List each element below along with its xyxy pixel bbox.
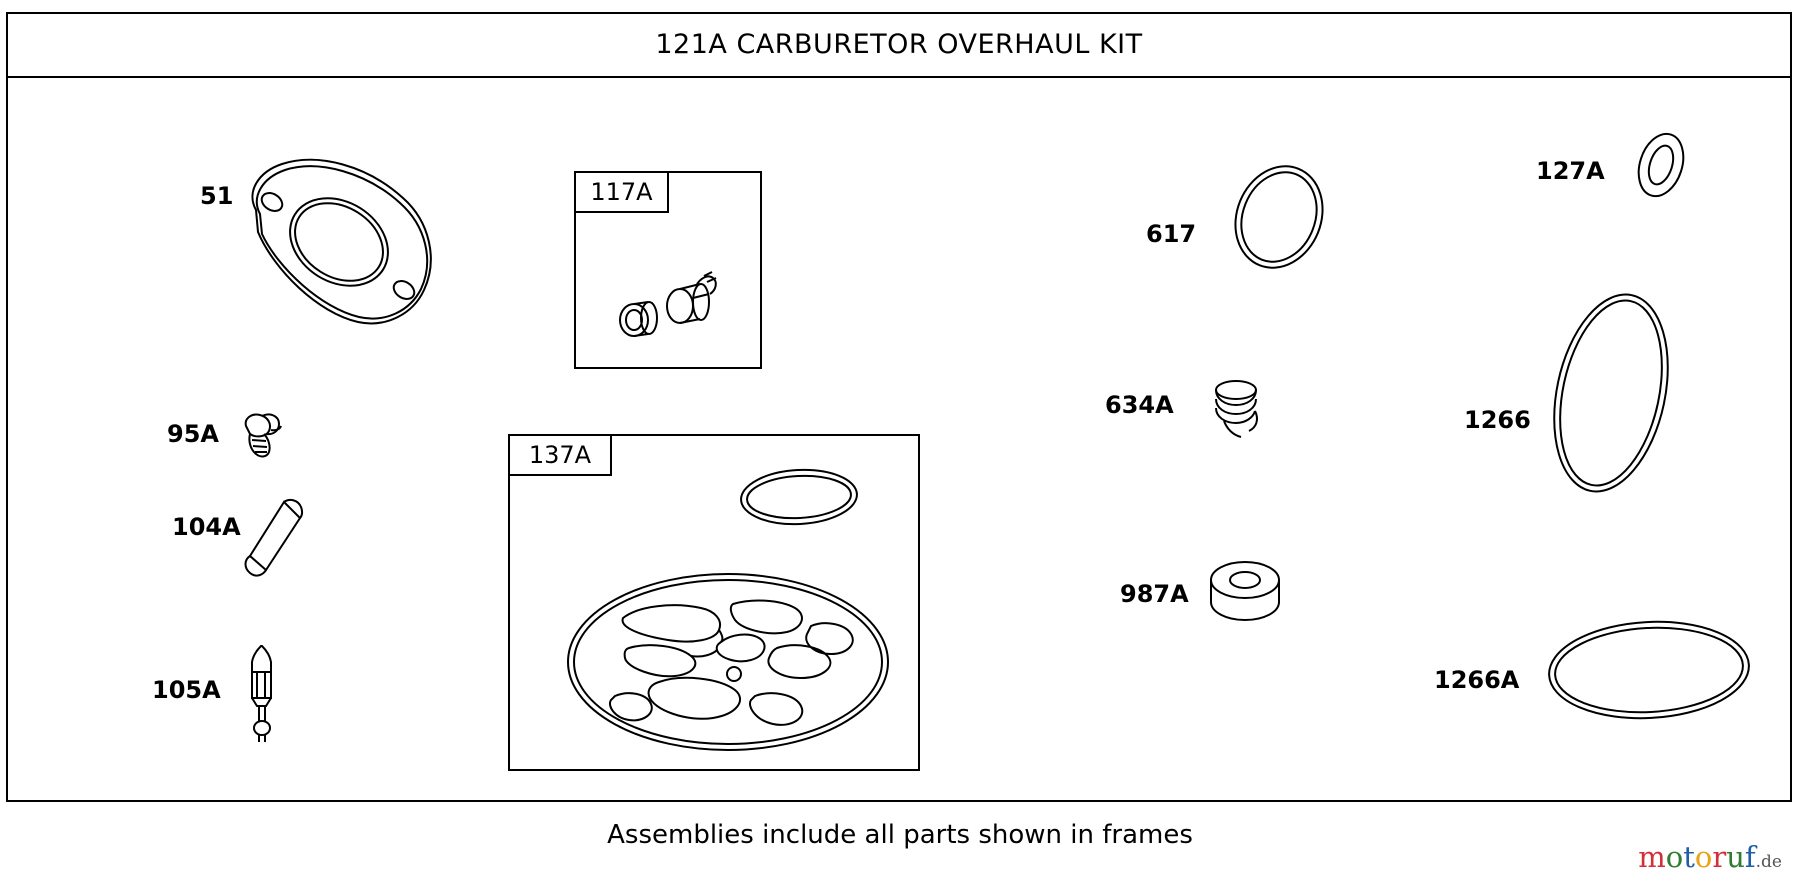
part-1266-oring [1546, 286, 1676, 501]
frame-137A-tag: 137A [508, 434, 612, 476]
diagram-title-bar [6, 12, 1792, 78]
watermark-letter-f: f [1744, 840, 1756, 874]
part-51-gasket [238, 150, 448, 350]
part-label-51: 51 [200, 182, 234, 210]
diagram-caption: Assemblies include all parts shown in frames [607, 820, 1193, 850]
motoruf-watermark [1638, 840, 1782, 874]
watermark-letter-o2: o [1694, 840, 1713, 874]
watermark-letter-t: t [1683, 840, 1695, 874]
part-label-1266: 1266 [1464, 406, 1531, 434]
part-label-105A: 105A [152, 676, 221, 704]
part-127A-oring [1626, 125, 1696, 205]
part-label-127A: 127A [1536, 157, 1605, 185]
part-104A-pin [238, 496, 318, 586]
frame-117A-tag: 117A [574, 171, 669, 213]
watermark-letter-o1: o [1665, 840, 1684, 874]
part-987A-seal [1205, 558, 1285, 634]
part-label-617: 617 [1146, 220, 1197, 248]
part-105A-needle [235, 640, 299, 750]
watermark-suffix: .de [1755, 852, 1782, 872]
part-label-634A: 634A [1105, 391, 1174, 419]
page-title: 121A CARBURETOR OVERHAUL KIT [655, 28, 1143, 60]
watermark-letter-r: r [1712, 840, 1727, 874]
part-1266A-oring [1544, 615, 1754, 725]
watermark-letter-m: m [1638, 840, 1666, 874]
part-label-987A: 987A [1120, 580, 1189, 608]
watermark-letter-u: u [1726, 840, 1745, 874]
part-137A-gasket [563, 570, 893, 755]
part-label-95A: 95A [167, 420, 219, 448]
part-label-1266A: 1266A [1434, 666, 1520, 694]
part-634A-spring [1205, 375, 1275, 447]
part-137A-oring [736, 460, 870, 534]
part-117A-valve-seat [608, 262, 738, 352]
part-95A-screw [236, 410, 296, 466]
part-label-104A: 104A [172, 513, 241, 541]
part-617-oring [1216, 160, 1342, 275]
